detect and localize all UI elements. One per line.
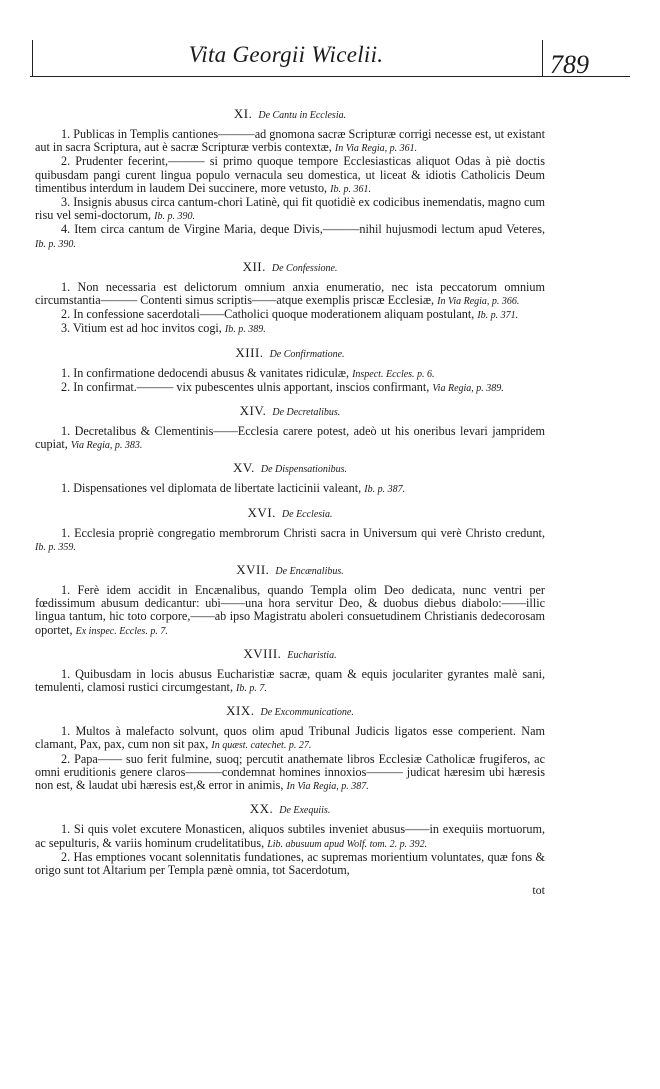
- running-header: [30, 40, 630, 77]
- item-reference: Ib. p. 371.: [477, 310, 519, 322]
- section-name: De Confessione.: [271, 262, 338, 274]
- section-item: [35, 308, 545, 322]
- section-spacer: [35, 251, 545, 257]
- section-item: [35, 128, 545, 155]
- section-heading: [35, 646, 545, 663]
- item-text: 1. Multos à malefacto solvunt, quos olim apud Tribunal Judicis ligatos esse comperient. Nam clamant, Pax, pax, cum non sit pax,: [35, 724, 545, 752]
- section-spacer: [35, 793, 545, 799]
- section-item: [35, 527, 545, 554]
- section-name: Eucharistia.: [287, 649, 337, 661]
- section-item: [35, 482, 545, 496]
- section-name: De Excommunicatione.: [260, 707, 354, 719]
- item-reference: Ex inspec. Eccles. p. 7.: [75, 625, 168, 637]
- section-name: De Ecclesia.: [281, 508, 333, 520]
- section-number: XVII.: [236, 562, 270, 578]
- item-text: 1. Decretalibus & Clementinis——Ecclesia carere potest, adeò ut his oneribus levari jampridem cupiat,: [35, 424, 545, 452]
- section-item: [35, 823, 545, 850]
- item-reference: In quæst. catechet. p. 27.: [211, 740, 312, 752]
- item-text: 1. Non necessaria est delictorum omnium anxia enumeratio, nec ista peccatorum omnium circumstantia——— Contenti simus scriptis——atque exemplis priscæ Ecclesiæ,: [35, 279, 545, 308]
- item-reference: Via Regia, p. 389.: [432, 382, 504, 394]
- section-heading: [35, 703, 545, 720]
- section-item: [35, 668, 545, 695]
- section-number: XIV.: [239, 403, 267, 419]
- page-body: [35, 104, 545, 898]
- document-page: [30, 0, 630, 1089]
- item-reference: Via Regia, p. 383.: [70, 440, 143, 452]
- section-heading: [35, 259, 545, 276]
- section-number: XIII.: [235, 344, 264, 360]
- item-reference: Ib. p. 361.: [330, 183, 371, 195]
- section-name: De Confirmatione.: [269, 348, 345, 360]
- item-reference: In Via Regia, p. 387.: [286, 781, 369, 793]
- item-text: 1. Dispensationes vel diplomata de libertate lacticinii valeant,: [61, 481, 362, 496]
- section-number: XX.: [249, 801, 274, 817]
- section-item: [35, 322, 545, 336]
- section-number: XII.: [242, 258, 266, 274]
- item-text: 1. In confirmatione dedocendi abusus & vanitates ridiculæ,: [61, 365, 350, 380]
- item-text: 3. Vitium est ad hoc invitos cogi,: [61, 321, 222, 336]
- item-text: 2. In confirmat.——— vix pubescentes ulnis apportant, inscios confirmant,: [61, 379, 430, 394]
- item-text: 1. Quibusdam in locis abusus Eucharistiæ sacræ, quam & equis joculariter gyrantes malè sani, temulenti, clamosi rustici circumgestant,: [35, 666, 545, 695]
- item-reference: Ib. p. 387.: [364, 484, 406, 496]
- section-item: [35, 584, 545, 638]
- item-text: 2. Prudenter fecerint,——— si primo quoque tempore Ecclesiasticas aliquot Odas à piè doctis quibusdam pangi curent lingua populo vernacula seu domestica, ut liceat & idiotis Catholicis Deum timentibus interdum in laudem Dei succinere, more vetusto,: [35, 154, 545, 195]
- section-item: [35, 725, 545, 752]
- section-name: De Encænalibus.: [275, 566, 344, 578]
- item-text: 1. Si quis volet excutere Monasticen, aliquos subtiles inveniet abusus——in exequiis mortuorum, ac sepulturis, & variis hominum crudelitatibus,: [35, 822, 545, 850]
- item-reference: Ib. p. 390.: [154, 211, 195, 223]
- section-spacer: [35, 395, 545, 401]
- item-reference: Lib. abusuum apud Wolf. tom. 2. p. 392.: [267, 838, 428, 850]
- item-text: 2. In confessione sacerdotali——Catholici quoque moderationem aliquam postulant,: [61, 307, 475, 322]
- page-number: 789: [550, 50, 589, 79]
- section-heading: [35, 801, 545, 818]
- item-text: 1. Ecclesia propriè congregatio membrorum Christi sacra in Universum qui verè Christo credunt,: [61, 525, 545, 540]
- section-heading: [35, 562, 545, 579]
- item-reference: In Via Regia, p. 361.: [334, 143, 418, 155]
- item-text: 4. Item circa cantum de Virgine Maria, deque Divis,———nihil hujusmodi lectum apud Veteres,: [61, 222, 545, 237]
- section-heading: [35, 403, 545, 420]
- section-spacer: [35, 452, 545, 458]
- section-number: XI.: [233, 106, 253, 121]
- section-heading: [35, 460, 545, 477]
- section-number: XIX.: [226, 703, 255, 719]
- section-spacer: [35, 695, 545, 701]
- item-text: 1. Ferè idem accidit in Encænalibus, quando Templa olim Deo dedicata, nunc ventri per fœdissimum abusum dedicantur: ubi——una hora servitur Deo, & duobus diebus diabolo:——illic lingua tantum, hic toto corpore,——ab ipso Magistratu aboleri consuetudinem Christianis dedecorosam oportet,: [35, 583, 545, 637]
- section-item: [35, 281, 545, 308]
- item-reference: Ib. p. 359.: [35, 541, 76, 553]
- section-spacer: [35, 497, 545, 503]
- section-item: [35, 155, 545, 196]
- item-reference: Ib. p. 389.: [224, 324, 266, 336]
- item-reference: In Via Regia, p. 366.: [437, 296, 520, 308]
- catchword: tot: [532, 883, 545, 898]
- header-rule-right: [542, 40, 543, 77]
- item-text: 2. Has emptiones vocant solennitatis fundationes, ac supremas morientium voluntates, quæ fons & origo sunt tot Altarium per Templa pænè omnia, tot Sacerdotum,: [35, 849, 545, 877]
- section-item: [35, 425, 545, 452]
- item-text: 1. Publicas in Templis cantiones———ad gnomona sacræ Scripturæ corrigi necesse est, ut existant aut in sacra Scriptura, aut è sacræ Scripturæ verbis contextæ,: [35, 127, 545, 155]
- section-number: XVI.: [247, 504, 276, 520]
- section-item: [35, 753, 545, 794]
- section-heading: [35, 505, 545, 522]
- section-name: De Decretalibus.: [272, 407, 341, 419]
- section-number: XV.: [233, 460, 255, 476]
- section-spacer: [35, 638, 545, 644]
- item-reference: Ib. p. 390.: [35, 238, 76, 250]
- page-title: Vita Georgii Wicelii.: [188, 42, 384, 67]
- section-item: [35, 367, 545, 381]
- section-spacer: [35, 554, 545, 560]
- section-name: De Exequiis.: [279, 805, 331, 817]
- section-name: De Dispensationibus.: [260, 464, 347, 476]
- item-reference: Inspect. Eccles. p. 6.: [352, 368, 435, 380]
- section-item: [35, 851, 545, 877]
- item-reference: Ib. p. 7.: [236, 683, 267, 695]
- item-text: 3. Insignis abusus circa cantum-chori Latinè, qui fit quotidiè ex codicibus inemendatis, magno cum risu vel semi-doctorum,: [35, 195, 545, 223]
- section-item: [35, 381, 545, 395]
- item-text: 2. Papa—— suo ferit fulmine, suoq; percutit anathemate libros Ecclesiæ Catholicæ frugiferos, ac omni eruditionis genere claros———condemnat homines innoxios——— judicat hæresim ubi hæresis non est, & laudat ubi hæresis est,& error in animis,: [35, 751, 545, 793]
- section-item: [35, 223, 545, 250]
- section-spacer: [35, 337, 545, 343]
- section-heading: [35, 106, 545, 123]
- section-item: [35, 196, 545, 223]
- section-number: XVIII.: [243, 645, 282, 661]
- section-heading: [35, 345, 545, 362]
- section-name: De Cantu in Ecclesia.: [258, 110, 347, 121]
